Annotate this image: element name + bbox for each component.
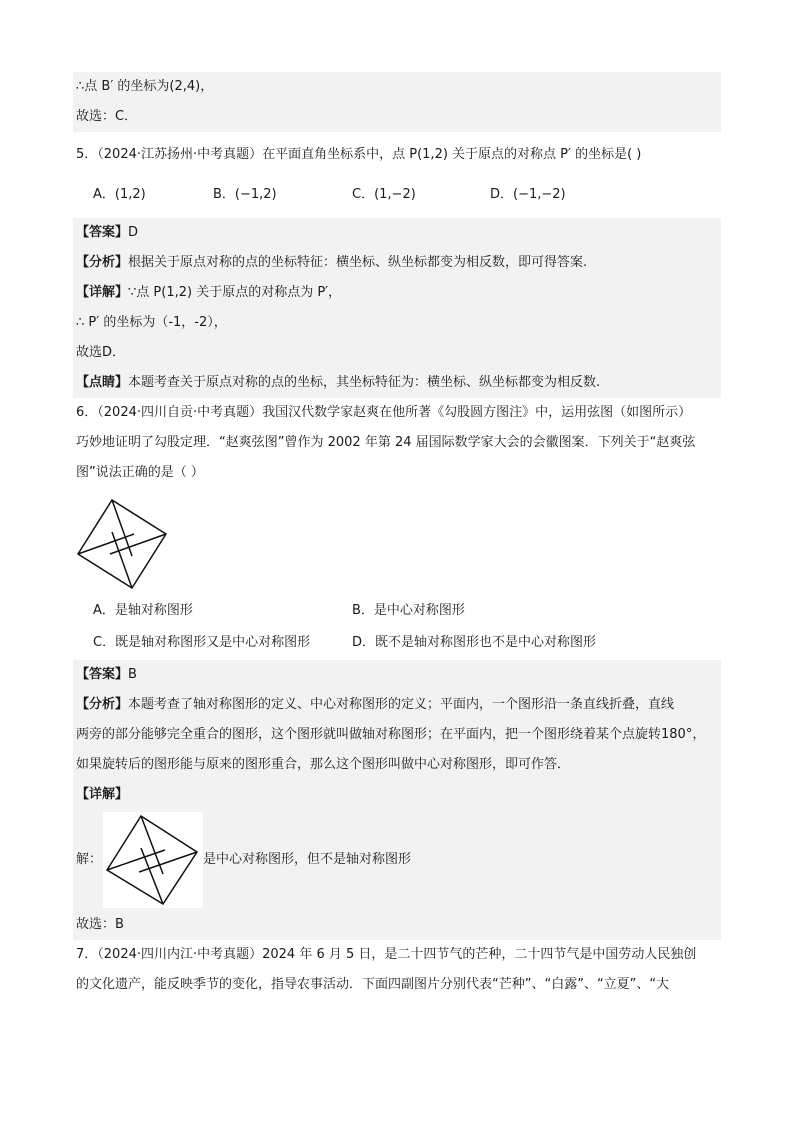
chord-line-4: [107, 850, 165, 870]
q6-stem-1: 6．（2024·四川自贡·中考真题）我国汉代数学家赵爽在他所著《勾股圆方图注》中，运用弦图（如图所示）: [76, 405, 692, 420]
q5-comment: 本题考查关于原点对称的点的坐标，其坐标特征为：横坐标、纵坐标都变为相反数.: [128, 375, 601, 390]
q5-analysis: 根据关于原点对称的点的坐标特征：横坐标、纵坐标都变为相反数，即可得答案.: [128, 255, 588, 270]
zhao-shuang-diagram: [76, 498, 168, 590]
q5-choose-line: 故选D．: [76, 345, 126, 360]
q5-analysis-line: [73, 248, 721, 278]
detail-tag: 【详解】: [76, 787, 129, 802]
answer-tag: 【答案】: [76, 667, 129, 682]
q5-option-d: D．(−1,−2): [490, 187, 566, 202]
q5-detail-line: [73, 278, 721, 308]
q6-answer-line: [73, 660, 721, 690]
prev-solution: [73, 72, 721, 132]
analysis-tag: 【分析】: [76, 255, 129, 270]
q6-detail-text: 是中心对称图形，但不是轴对称图形: [203, 852, 412, 867]
q5-option-a: A．(1,2): [93, 187, 146, 202]
q5-solution: [73, 218, 721, 398]
q6-analysis-line-1: [73, 690, 721, 720]
q6-option-b: B．是中心对称图形: [352, 603, 465, 618]
chord-line-2: [139, 852, 197, 872]
analysis-tag: 【分析】: [76, 697, 129, 712]
q6-analysis-1: 本题考查了轴对称图形的定义、中心对称图形的定义；平面内，一个图形沿一条直线折叠，直线: [128, 697, 675, 712]
q6-analysis-line-2: 两旁的部分能够完全重合的图形，这个图形就叫做轴对称图形；在平面内，把一个图形绕着某个点旋转180°，: [76, 727, 706, 742]
q5-answer-line: [73, 218, 721, 248]
q6-solution: [73, 660, 721, 940]
q6-detail-row: [73, 810, 721, 910]
q6-option-a: A．是轴对称图形: [93, 603, 193, 618]
q6-analysis-line-3: 如果旋转后的图形能与原来的图形重合，那么这个图形叫做中心对称图形，即可作答．: [76, 757, 571, 772]
q6-option-d: D．既不是轴对称图形也不是中心对称图形: [352, 635, 597, 650]
q6-options-row-1: [73, 596, 721, 626]
comment-tag: 【点睛】: [76, 375, 129, 390]
q7-stem-2: 的文化遗产，能反映季节的变化，指导农事活动．下面四副图片分别代表“芒种”、“白露”、“立夏”、“大: [76, 977, 670, 992]
q6-option-c: C．既是轴对称图形又是中心对称图形: [93, 635, 311, 650]
q6-answer: B: [128, 667, 137, 682]
chord-line-4: [78, 534, 134, 554]
q5-answer: D: [128, 225, 139, 240]
zhao-shuang-diagram-solution: [103, 812, 203, 908]
prev-choose-line: 故选：C．: [76, 109, 138, 124]
q7-stem-1: 7．（2024·四川内江·中考真题）2024 年 6 月 5 日，是二十四节气的芒种，二十四节气是中国劳动人民独创: [76, 947, 697, 962]
q6-choose-line: 故选：B: [76, 917, 124, 932]
q5-option-c: C．(1,−2): [352, 187, 416, 202]
answer-tag: 【答案】: [76, 225, 129, 240]
detail-tag: 【详解】: [76, 285, 129, 300]
page-content: [73, 72, 721, 1000]
q6-options-row-2: [73, 628, 721, 658]
q5-detail2-line: ∴ P′ 的坐标为（-1，-2），: [76, 315, 227, 330]
outer-square: [78, 500, 166, 588]
prev-coordinate-line: ∴点 B′ 的坐标为(2,4)，: [76, 79, 214, 94]
q5-options: [73, 180, 721, 210]
q6-detail-prefix: 解：: [76, 852, 103, 867]
q5-option-b: B．(−1,2): [213, 187, 277, 202]
q6-stem-2: 巧妙地证明了勾股定理．“赵爽弦图”曾作为 2002 年第 24 届国际数学家大会的会徽图案．下列关于“赵爽弦: [76, 435, 696, 450]
q5-stem: 5．（2024·江苏扬州·中考真题）在平面直角坐标系中，点 P(1,2) 关于原点的对称点 P′ 的坐标是( ): [76, 147, 642, 162]
q5-comment-line: [73, 368, 721, 398]
outer-square: [107, 816, 197, 904]
q6-detail-line: [73, 780, 721, 810]
q6-stem-3: 图”说法正确的是（ ）: [76, 465, 204, 480]
q5-detail: ∵点 P(1,2) 关于原点的对称点为 P′，: [128, 285, 342, 300]
